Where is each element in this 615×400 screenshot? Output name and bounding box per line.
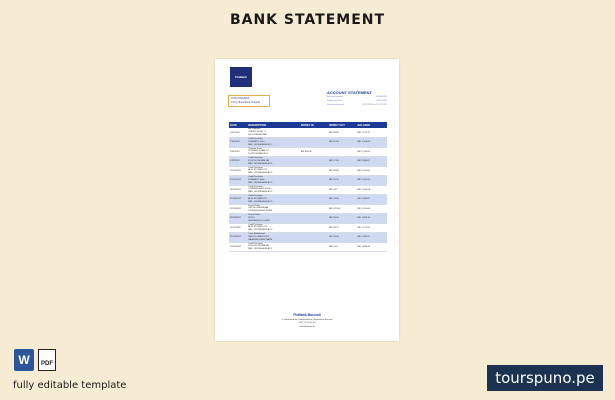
word-icon: W [14, 349, 34, 371]
description-line: 000000000 0.0 5 BDD [248, 219, 270, 222]
cell-money-in [300, 185, 328, 195]
cell-balance: BIF 2,085.07 [357, 195, 387, 205]
cell-date: 10/7/2022 [229, 128, 247, 138]
cell-money-in [300, 176, 328, 186]
cell-money-out: BIF 6.97 [328, 185, 356, 195]
cell-balance: BIF 1,700.00 [357, 204, 387, 214]
cell-description [247, 138, 300, 148]
description-line: Card Purchase [248, 166, 263, 169]
description-line: Ref 01234567 BBP [248, 133, 267, 136]
footer-address: 4, Boulevard de l'Independance, Bujumbura Burundi [281, 318, 333, 321]
cell-money-in [300, 166, 328, 176]
pdf-icon: PDF [38, 349, 56, 371]
cell-date: 7/14/2022 [229, 138, 247, 148]
description-line: Direct Debit [248, 204, 260, 207]
cell-description [247, 176, 300, 186]
cell-money-in [300, 157, 328, 167]
description-line: FOSOS FOFURE BB [248, 245, 270, 248]
description-line: Card Purchase [248, 223, 263, 226]
description-line: Card Purchase [248, 195, 263, 198]
table-row [229, 176, 387, 186]
account-info-line [327, 104, 387, 108]
table-row [229, 157, 387, 167]
cell-money-in [300, 138, 328, 148]
table-row [229, 242, 387, 252]
column-header-money-in: MONEY IN [300, 122, 328, 128]
table-row [229, 147, 387, 157]
description-line: Card Purchase [248, 138, 263, 141]
cell-money-out [328, 147, 356, 157]
cell-money-out: BIF 16.00 [328, 176, 356, 186]
account-statement-title: ACCOUNT STATEMENT [327, 90, 372, 95]
description-line: ALDI STORES LTD [248, 169, 268, 172]
description-line: FOSO [248, 216, 255, 219]
description-line: REF: 10128000000 BCC [248, 181, 273, 184]
column-header-money-out: MONEY OUT [328, 122, 356, 128]
cell-description [247, 166, 300, 176]
cell-date: 11/20/2022 [229, 233, 247, 243]
description-line: Card Purchase [248, 176, 263, 179]
description-line: CORNER SHOP FOSO [248, 188, 272, 191]
table-row [229, 214, 387, 224]
cell-money-in: BIF 950.00 [300, 147, 328, 157]
cell-money-out: BIF 20.00 [328, 233, 356, 243]
description-line: SEKOO CASH 9 LTD [248, 235, 270, 238]
table-row [229, 128, 387, 138]
cell-money-in [300, 242, 328, 252]
description-line: REF: 10128000000 BCC [248, 172, 273, 175]
description-line: Card Purchase [248, 242, 263, 245]
description-line: ALDI STORES LTD [248, 226, 268, 229]
description-line: REF: 10128000000 BCC [248, 162, 273, 165]
cell-date: 11/20/2022 [229, 166, 247, 176]
cell-money-out: BIF 17.90 [328, 157, 356, 167]
cell-money-in [300, 195, 328, 205]
description-line: NAVALBOSTERS NATM [248, 238, 273, 241]
description-line: UNCLE UNIVERSAL [248, 207, 269, 210]
cell-balance: BIF 2,094.07 [357, 157, 387, 167]
description-line: ALDI STORES LTD [248, 197, 268, 200]
cell-balance: BIF 1,690.23 [357, 242, 387, 252]
column-header-date: DATE [229, 122, 247, 128]
cell-balance: BIF 2,114.05 [357, 166, 387, 176]
cell-description [247, 147, 300, 157]
cell-date: 12/6/2022 [229, 147, 247, 157]
cell-money-out: BIF 41.00 [328, 195, 356, 205]
cell-description [247, 204, 300, 214]
cell-balance: BIF 1,177.22 [357, 128, 387, 138]
cell-money-out: BIF 50.00 [328, 214, 356, 224]
site-badge: tourspuno.pe [487, 365, 603, 391]
cell-balance: BIF 1,165.00 [357, 138, 387, 148]
column-header-balance: BALANCE [357, 122, 387, 128]
cell-date: 27/11/2022 [229, 176, 247, 186]
description-line: 10121235 BBC BDC [248, 153, 269, 156]
description-line: Card Purchase [248, 185, 263, 188]
cell-money-in [300, 223, 328, 233]
transactions-table [229, 122, 387, 252]
bank-logo: FinBank [230, 67, 252, 87]
description-line: DOMINOS' Fallo [248, 140, 265, 143]
table-row [229, 195, 387, 205]
cell-description [247, 214, 300, 224]
account-info [327, 96, 387, 108]
cell-description [247, 157, 300, 167]
account-info-value: 000468789 [376, 96, 387, 98]
page-title: BANK STATEMENT [229, 12, 386, 28]
customer-address: P.O.Q. Bujumbura, Burundi [231, 101, 260, 104]
cell-balance: BIF 1,697.01 [357, 233, 387, 243]
customer-name: JOHN STEVENS [231, 97, 250, 100]
description-line: Transfer From [248, 147, 262, 150]
description-line: REF: 10120800000 BCC [248, 143, 273, 146]
cell-date: 11/11/2022 [229, 223, 247, 233]
cell-description [247, 195, 300, 205]
cell-date: 11/29/2022 [229, 204, 247, 214]
account-info-value: 07/12/2022 to 11/17/2022 [362, 104, 387, 106]
cell-balance: BIF 1,050.10 [357, 214, 387, 224]
cell-balance: BIF 2,095.08 [357, 185, 387, 195]
cell-balance: BIF 2,114.00 [357, 147, 387, 157]
cell-description [247, 233, 300, 243]
template-caption: fully editable template [13, 380, 127, 391]
cell-date: 11/28/2022 [229, 195, 247, 205]
description-line: REF: 10128000000 BCC [248, 229, 273, 232]
cell-money-out: BIF 38.71 [328, 223, 356, 233]
cell-description [247, 185, 300, 195]
cell-money-out: BIF 427.00 [328, 204, 356, 214]
cell-money-out: BIF 6.78 [328, 242, 356, 252]
statement-document [215, 59, 399, 341]
table-row [229, 233, 387, 243]
cell-money-in [300, 233, 328, 243]
description-line: REF: 10128000000 BCC [248, 191, 273, 194]
cell-date: 11/13/2022 [229, 242, 247, 252]
account-info-label: Statement period: [327, 104, 345, 106]
cell-date: 11/26/2022 [229, 185, 247, 195]
cell-balance: BIF 1,717.01 [357, 223, 387, 233]
footer-bank-name: FinBank Burundi [293, 313, 321, 317]
footer-email: info@finbank.bi [299, 325, 315, 328]
account-info-label: Statement date: [327, 100, 343, 102]
description-line: FOSOS FOFURE BB [248, 159, 270, 162]
footer-phone: +257 22 20 11 00 [298, 322, 316, 325]
cell-description [247, 128, 300, 138]
table-row [229, 223, 387, 233]
cell-balance: BIF 2,101.05 [357, 176, 387, 186]
account-info-value: 02/11/2022 [376, 100, 387, 102]
description-line: DOMINOS' Fallo [248, 178, 265, 181]
cell-date: 11/30/2022 [229, 214, 247, 224]
cell-money-in [300, 128, 328, 138]
account-info-label: Account number: [327, 96, 344, 98]
table-row [229, 185, 387, 195]
description-line: Cash Withdrawal [248, 233, 265, 236]
description-line: Card Purchase [248, 157, 263, 160]
document-footer [215, 313, 399, 328]
table-row [229, 204, 387, 214]
cell-description [247, 242, 300, 252]
description-line: Direct Debit [248, 214, 260, 217]
description-line: 12000000000000 DDEB [248, 210, 272, 213]
customer-box [228, 95, 270, 107]
cell-description [247, 223, 300, 233]
table-row [229, 138, 387, 148]
cell-money-in [300, 204, 328, 214]
description-line: REF: 10128000000 BCC [248, 200, 273, 203]
cell-money-in [300, 214, 328, 224]
description-line: CHEWY FOSO LL [248, 131, 267, 134]
format-icons [14, 349, 56, 371]
cell-money-out: BIF 58.00 [328, 128, 356, 138]
description-line: REF: 10128000000 BCC [248, 248, 273, 251]
column-header-description: DESCRIPTION [247, 122, 300, 128]
description-line: Bill Payment [248, 128, 261, 131]
cell-date: 12/9/2022 [229, 157, 247, 167]
cell-money-out: BIF 59.68 [328, 166, 356, 176]
table-row [229, 166, 387, 176]
cell-money-out: BIF 12.00 [328, 138, 356, 148]
description-line: STUDENT LOAN CO [248, 150, 269, 153]
